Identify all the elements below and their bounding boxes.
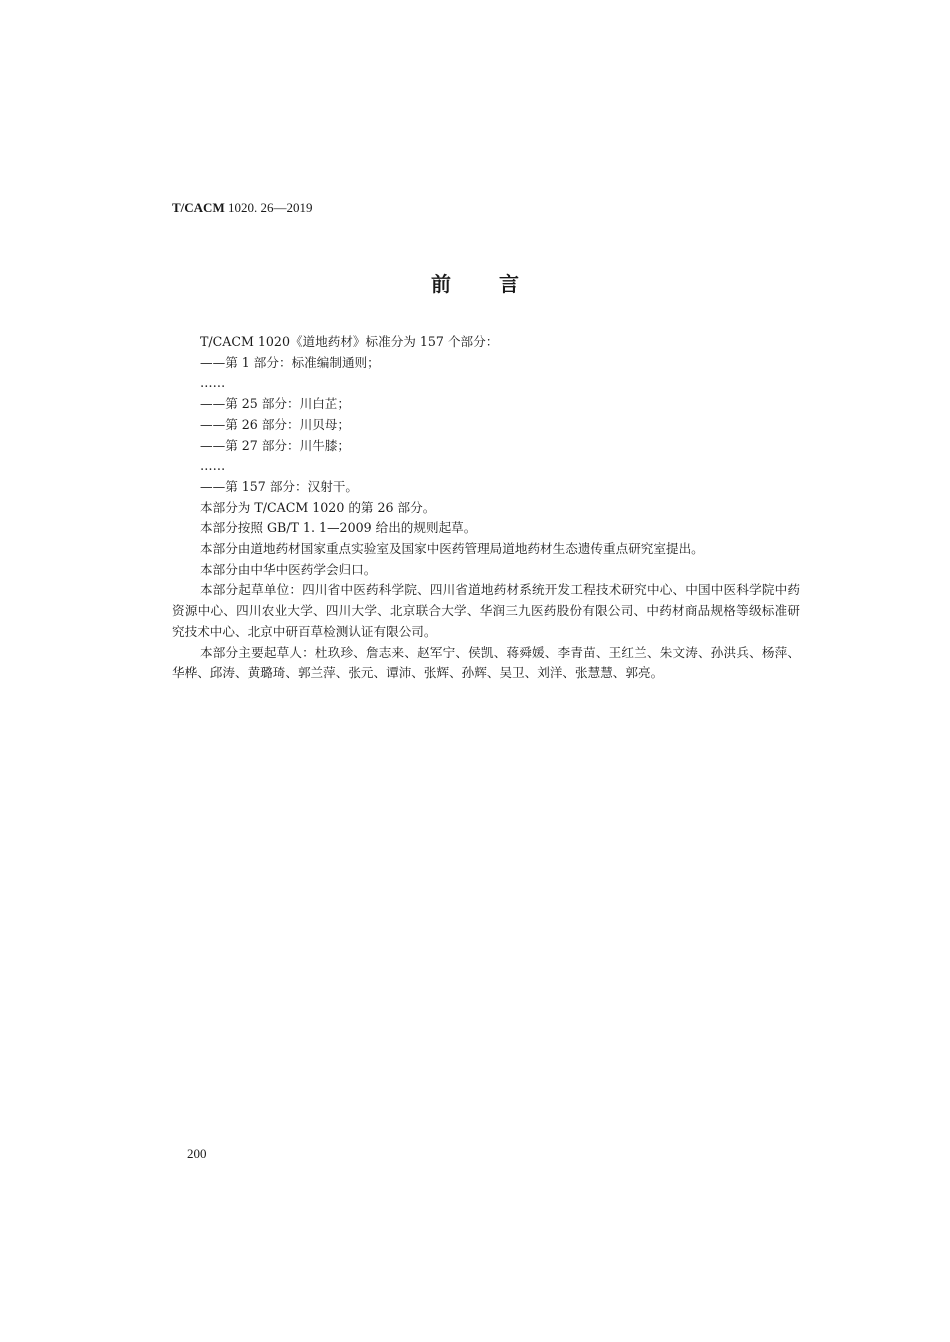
title-char-2: 言 <box>499 272 519 296</box>
drafters-paragraph: 本部分主要起草人：杜玖珍、詹志来、赵军宁、侯凯、蒋舜媛、李青苗、王红兰、朱文涛、孙洪兵、杨萍、华桦、邱涛、黄璐琦、郭兰萍、张元、谭沛、张辉、孙辉、吴卫、刘洋、张慧慧、郭亮。 <box>172 644 800 681</box>
standard-code <box>172 200 312 216</box>
page-number: 200 <box>187 1146 207 1161</box>
standard-code-prefix: T/CACM <box>172 200 225 215</box>
body-line: T/CACM 1020《道地药材》标准分为 157 个部分： <box>200 334 499 349</box>
drafting-units-paragraph: 本部分起草单位：四川省中医药科学院、四川省道地药材系统开发工程技术研究中心、中国中医科学院中药资源中心、四川农业大学、四川大学、北京联合大学、华润三九医药股份有限公司、中药材商品规格等级标准研究技术中心、北京中研百草检测认证有限公司。 <box>172 582 800 639</box>
title-char-1: 前 <box>431 272 451 296</box>
body-line: ——第 25 部分：川白芷； <box>200 396 350 412</box>
standard-code-number: 1020. 26—2019 <box>224 200 313 215</box>
body-line: 本部分由中华中医药学会归口。 <box>200 561 377 577</box>
body-line: 本部分由道地药材国家重点实验室及国家中医药管理局道地药材生态遗传重点研究室提出。 <box>200 541 704 557</box>
body-line: ——第 1 部分：标准编制通则； <box>200 354 380 370</box>
body-line: …… <box>200 458 226 474</box>
body-line: …… <box>200 375 226 391</box>
page-title <box>0 268 950 297</box>
foreword-body <box>172 332 800 684</box>
body-line: ——第 157 部分：汉射干。 <box>200 478 358 494</box>
body-line: 本部分为 T/CACM 1020 的第 26 部分。 <box>200 499 436 515</box>
body-line: ——第 26 部分：川贝母； <box>200 416 350 432</box>
body-line: 本部分按照 GB/T 1. 1—2009 给出的规则起草。 <box>200 520 477 536</box>
body-line: ——第 27 部分：川牛膝； <box>200 437 350 453</box>
